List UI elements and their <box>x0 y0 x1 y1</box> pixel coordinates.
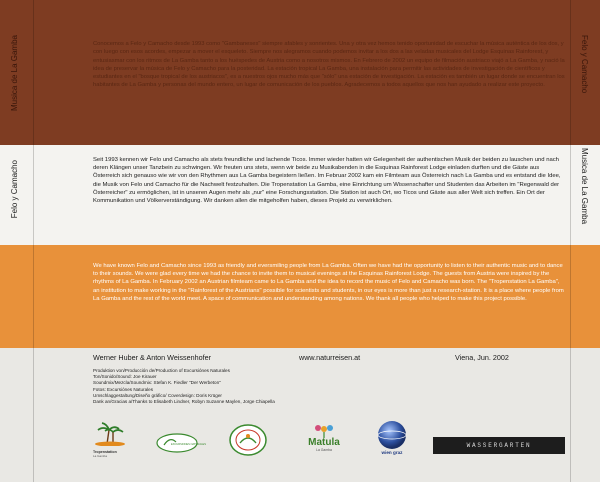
spanish-text: Conocemos a Felo y Camacho desde 1993 como "Gambaneses" siempre afables y sonrientes. Una y otra vez hemos tenido oportunidad de escuchar la música auténtica de los dos, y con luego con esos acordes, empezar a mover el esqueleto. Siempre nos alegramos cuando podemos invitar a los dos a las veladas musicales del Lodge Esquinas Rainforest, y entusiasmar con los ritmos de La Gamba tanto a los huéspedes de Austria como a nosotros mismos. En Febrero de 2002 un equipo de filmación austriaco viajó a La Gamba, y nació la idea de preservar la música de Felo y Camacho para la posteridad. La estación tropical La Gamba, una instalación para permitir las actividades de investigación de científicos y estudiantes en el "bosque tropical de los austriacos", es a nuestros ojos mucho más que "sólo" una estación de investigación. La estación es también un lugar donde se encuentran los habitantes de La Gamba y personas del mundo entero, un lugar de comunicación de los pueblos. Agradecemos a todos aquellos que nos han ayudado a realizar este proyecto. <box>93 41 565 89</box>
credit-line: Fotos: Excursiónes Naturales <box>93 386 153 392</box>
right-fold-line <box>570 0 571 482</box>
german-text: Seit 1993 kennen wir Felo und Camacho als stets freundliche und lachende Ticos. Immer wieder hatten wir Gelegenheit der authentischen Musik der beiden zu lauschen und nach deren Klängen unser Tanzbein zu schwingen. Wir freuten uns stets, wenn wir beide zu Musikabenden in die Esquinas Rainforest Lodge einladen durften und die Gäste aus Österreich sich genauso wie wir von den Rhythmen aus La Gamba begeistern ließen. Im Februar 2002 kam ein Filmteam aus Österreich nach La Gamba und es entstand die Idee, die Musik von Felo und Camacho für die Nachwelt festzuhalten. Die Tropenstation La Gamba, eine Einrichtung um Wissenschafter und Studenten das Arbeiten im "Regenwald der Österreicher" zu ermöglichen, ist in unseren Augen mehr als „nur" eine Forschungsstation. Die Station ist auch Ort, wo Ticos und Gäste aus aller Welt sich treffen. Ein Ort der Kommunikation und Völkerverständigung. Wir danken allen die mitgeholfen haben, dieses Projekt zu verwirklichen. <box>93 157 561 205</box>
matula-sub: La Gamba <box>316 448 332 452</box>
credit-line: Produktion von/Producción de/Production of Excursiónes Naturales <box>93 368 230 373</box>
spine-left-title: Musica de La Gamba <box>10 35 19 112</box>
tropenstation-logo <box>93 420 127 456</box>
spine-right-title: Musica de La Gamba <box>580 148 589 225</box>
spine-left-artist: Felo y Camacho <box>10 160 19 219</box>
credit-line: Soundmix/Mezcla/Soundmix: Stefan K. Fiedler "Der Werbeton" <box>93 380 221 386</box>
spine-right-artist: Felo y Camacho <box>580 35 589 94</box>
excursiones-logo <box>156 432 206 454</box>
credits <box>93 368 275 405</box>
seal-icon <box>228 423 268 457</box>
credit-line: Dank an/Gracias a/Thanks to Elisabeth Lindner, Robyn Suzanne Maylen, Jorge Chiapella <box>93 399 275 405</box>
credit-line: Ton/Sonido/Sound: Joe Kirauer <box>93 374 157 380</box>
tropenstation-sub: La Gamba <box>93 454 108 458</box>
matula-name: Matula <box>308 437 340 448</box>
flower-icon <box>311 420 337 438</box>
left-fold-line <box>33 0 34 482</box>
matula-logo <box>298 420 350 458</box>
credit-line: Umschlaggestaltung/Diseño gráfico/ Coverdesign: Doris Krüger <box>93 392 222 398</box>
excursiones-name: EXCURSIONES NATURALES <box>171 443 206 446</box>
website: www.naturreisen.at <box>299 353 361 362</box>
wien-graz-logo <box>375 420 409 458</box>
place-date: Viena, Jun. 2002 <box>455 353 509 362</box>
english-text: We have known Felo and Camacho since 1993 as friendly and eversmiling people from La Gamba. Often we have had the opportunity to listen to their authentic music and to dance to their sounds. We were glad every time we had the chance to invite them to musical evenings at the Esquinas Rainforest Lodge. The guests from Austria were inspired by the rhythms of La Gamba. In February 2002 an Austrian filmteam came to La Gamba and the idea to record the music of Felo and Camacho was born. The "Tropenstation La Gamba", an institution to make working in the "Rainforest of the Austrians" possible for scientists and students, in our eyes is more than just a research-station. It is a place where people from La Gamba and the rest of the world meet. A space of communication and understanding among nations. We thank all people who helped to make this project possible. <box>93 263 564 302</box>
wien-graz-name: wien graz <box>381 450 403 455</box>
authors: Werner Huber & Anton Weissenhofer <box>93 353 211 362</box>
tropenstation-name: Tropenstation <box>93 450 117 454</box>
wassergarten-logo: WASSERGARTEN <box>433 437 565 454</box>
sphere-icon <box>377 420 407 450</box>
credits-band <box>0 348 600 482</box>
palm-island-icon <box>93 420 127 446</box>
seal-logo <box>228 423 268 457</box>
